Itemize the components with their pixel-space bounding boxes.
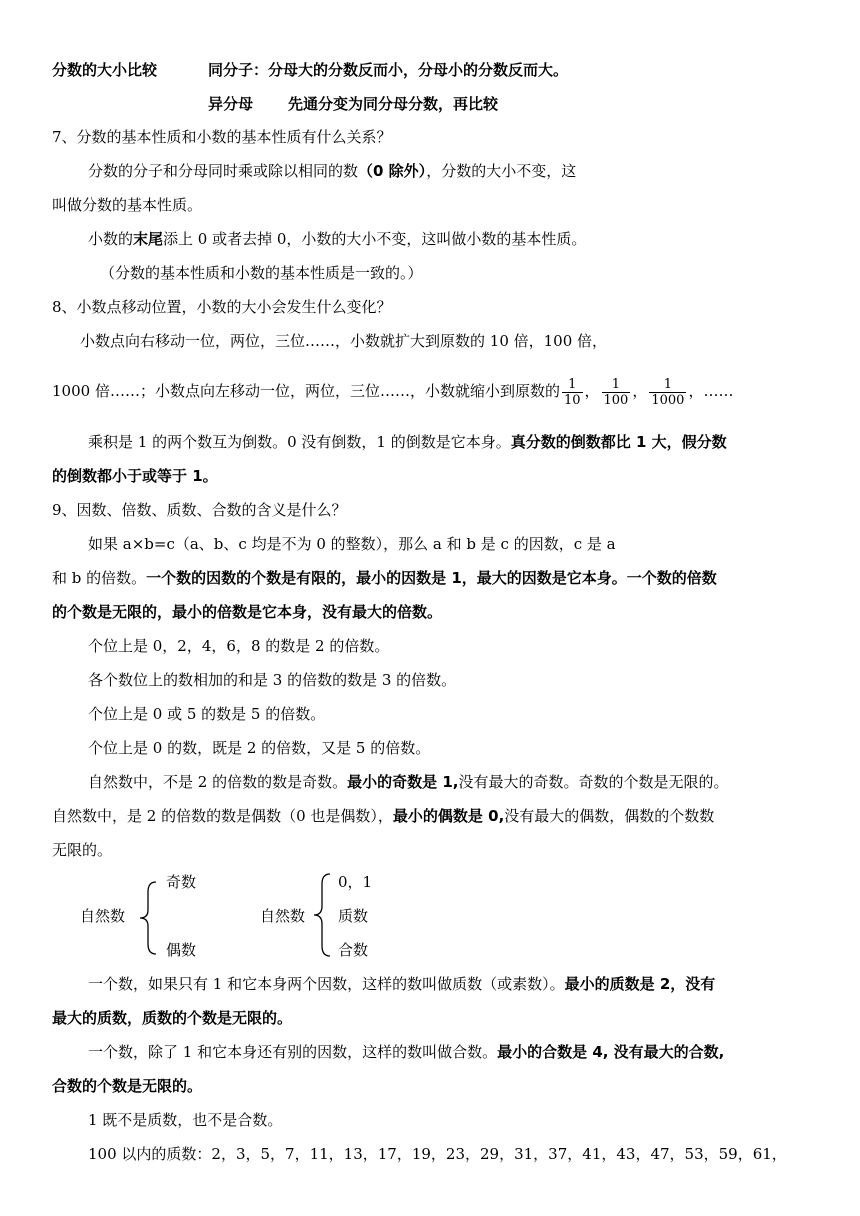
question-8: 8、小数点移动位置，小数的大小会发生什么变化？ xyxy=(52,298,392,316)
tree2-bottom: 合数 xyxy=(338,941,369,959)
tree1-brace-icon xyxy=(136,880,160,956)
rule-multiple-of-5: 个位上是 0 或 5 的数是 5 的倍数。 xyxy=(88,705,326,723)
tree1-root: 自然数 xyxy=(80,907,126,925)
tree2-brace-icon xyxy=(310,872,334,958)
different-denominator-label: 异分母 xyxy=(208,95,254,113)
paragraph-one: 1 既不是质数，也不是合数。 xyxy=(88,1111,283,1129)
rule-multiple-of-2: 个位上是 0，2，4，6，8 的数是 2 的倍数。 xyxy=(88,637,390,655)
question-7: 7、分数的基本性质和小数的基本性质有什么关系？ xyxy=(52,128,392,146)
fraction-1-10: $\frac{1}{10}$ xyxy=(563,376,581,408)
heading-fraction-compare: 分数的大小比较 xyxy=(52,61,158,79)
tree1-bottom: 偶数 xyxy=(166,941,197,959)
paragraph-even-end: 无限的。 xyxy=(52,841,113,859)
paragraph-8c: 乘积是 1 的两个数互为倒数。0 没有倒数，1 的倒数是它本身。真分数的倒数都比 1 大，假分数 xyxy=(88,433,727,451)
paragraph-8a: 小数点向右移动一位，两位，三位……，小数就扩大到原数的 10 倍，100 倍， xyxy=(80,332,608,350)
paragraph-prime-end: 最大的质数，质数的个数是无限的。 xyxy=(52,1009,293,1027)
paragraph-9b: 和 b 的倍数。一个数的因数的个数是有限的，最小的因数是 1，最大的因数是它本身。一个数的倍数 xyxy=(52,569,717,587)
paragraph-composite-end: 合数的个数是无限的。 xyxy=(52,1077,203,1095)
paragraph-8b: 1000 倍……；小数点向左移动一位，两位，三位……，小数就缩小到原数的 $\frac{1}{10}$ ， $\frac{1}{100}$ ， $\frac{1}{1000}$ ，…… xyxy=(52,376,734,408)
paragraph-odd: 自然数中，不是 2 的倍数的数是奇数。最小的奇数是 1,没有最大的奇数。奇数的个数是无限的。 xyxy=(88,773,729,791)
tree1-top: 奇数 xyxy=(166,873,197,891)
paragraph-9c: 的个数是无限的，最小的倍数是它本身，没有最大的倍数。 xyxy=(52,603,443,621)
paragraph-7a: 分数的分子和分母同时乘或除以相同的数（0 除外），分数的大小不变，这 xyxy=(88,162,577,180)
tree2-root: 自然数 xyxy=(260,907,306,925)
paragraph-7c: 小数的末尾添上 0 或者去掉 0，小数的大小不变，这叫做小数的基本性质。 xyxy=(88,230,587,248)
same-numerator-rule: 同分子：分母大的分数反而小，分母小的分数反而大。 xyxy=(208,61,569,79)
paragraph-8d: 的倒数都小于或等于 1。 xyxy=(52,467,218,485)
fraction-1-1000: $\frac{1}{1000}$ xyxy=(651,376,685,408)
paragraph-7d: （分数的基本性质和小数的基本性质是一致的。） xyxy=(100,264,423,282)
rule-multiple-of-2-and-5: 个位上是 0 的数，既是 2 的倍数，又是 5 的倍数。 xyxy=(88,739,431,757)
question-9: 9、因数、倍数、质数、合数的含义是什么？ xyxy=(52,501,347,519)
different-denominator-rule: 先通分变为同分母分数，再比较 xyxy=(288,95,499,113)
paragraph-prime: 一个数，如果只有 1 和它本身两个因数，这样的数叫做质数（或素数）。最小的质数是 2，没有 xyxy=(88,975,716,993)
paragraph-7b: 叫做分数的基本性质。 xyxy=(52,196,203,214)
paragraph-composite: 一个数，除了 1 和它本身还有别的因数，这样的数叫做合数。最小的合数是 4, 没有最大的合数, xyxy=(88,1043,725,1061)
rule-multiple-of-3: 各个数位上的数相加的和是 3 的倍数的数是 3 的倍数。 xyxy=(88,671,457,689)
tree2-mid: 质数 xyxy=(338,907,369,925)
fraction-1-100: $\frac{1}{100}$ xyxy=(603,376,629,408)
paragraph-primes-under-100: 100 以内的质数：2，3，5，7，11，13，17，19，23，29，31，37，41，43，47，53，59，61， xyxy=(88,1145,787,1163)
tree2-top: 0，1 xyxy=(338,873,373,891)
paragraph-even: 自然数中，是 2 的倍数的数是偶数（0 也是偶数），最小的偶数是 0,没有最大的偶数，偶数的个数数 xyxy=(52,807,715,825)
paragraph-9a: 如果 a×b=c（a、b、c 均是不为 0 的整数），那么 a 和 b 是 c 的因数，c 是 a xyxy=(88,535,616,553)
